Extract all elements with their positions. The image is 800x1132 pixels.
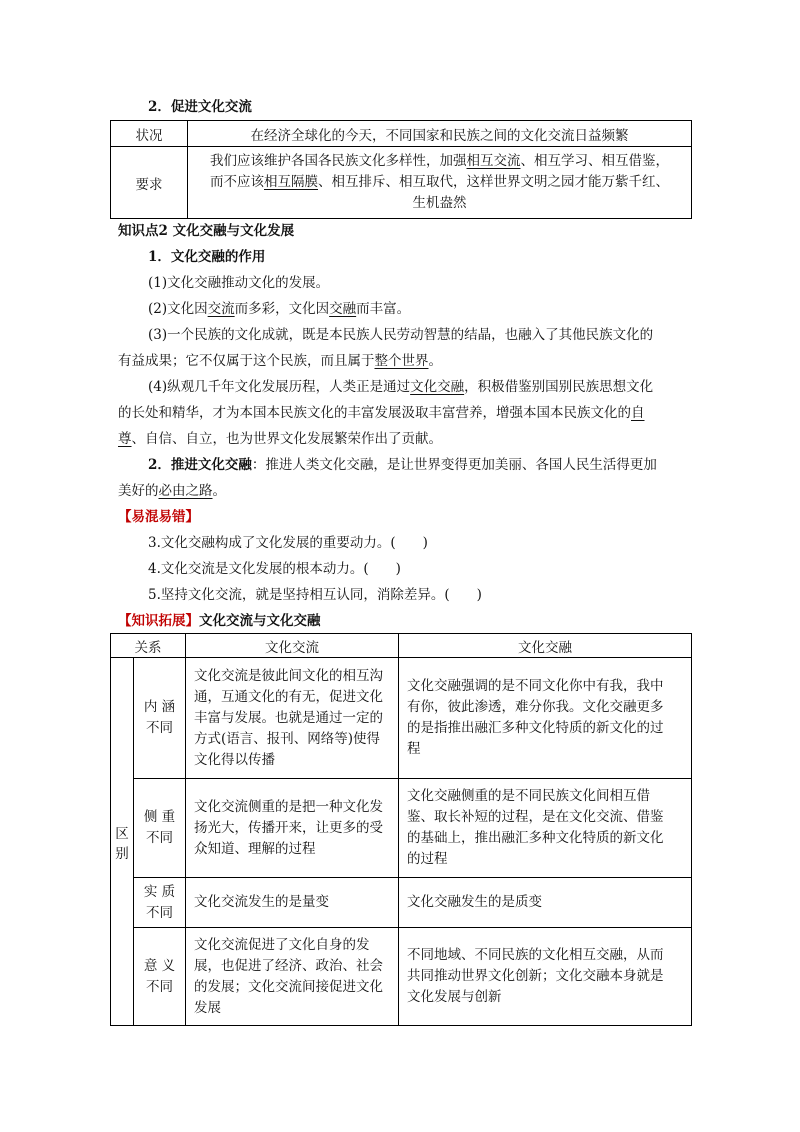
expand-heading: 【知识拓展】文化交流与文化交融: [118, 613, 321, 629]
row-label-focus: 侧 重 不同: [133, 779, 185, 878]
row-label-essence: 实 质 不同: [133, 878, 185, 928]
cell-exchange-connotation: 文化交流是彼此间文化的相互沟 通，互通文化的有无，促进文化 丰富与发展。也就是通过一定的 方式(语言、报刊、网络等)使得 文化得以传播: [186, 658, 399, 779]
section-heading: 2．促进文化交流: [148, 99, 252, 115]
row-label-connotation: 内 涵 不同: [133, 658, 185, 779]
row-label-significance: 意 义 不同: [133, 928, 185, 1026]
cell-integration-connotation: 文化交融强调的是不同文化你中有我，我中 有你，彼此渗透，难分你我。文化交融更多 的是指推出融汇多种文化特质的新文化的过 程: [399, 658, 692, 779]
confusion-item: 3.文化交融构成了文化发展的重要动力。( ): [148, 535, 428, 551]
paragraph-3-line2: 有益成果；它不仅属于这个民族，而且属于整个世界。: [118, 353, 442, 369]
cell-integration-focus: 文化交融侧重的是不同民族文化间相互借 鉴、取长补短的过程，是在文化交流、借鉴 的基础上，推出融汇多种文化特质的新文化 的过程: [399, 779, 692, 878]
group-label-difference: 区 别: [111, 658, 134, 1026]
situation-table: [110, 120, 692, 219]
cell-exchange-essence: 文化交流发生的是量变: [186, 878, 399, 928]
confusion-tag: 【易混易错】: [118, 509, 199, 525]
table-label-status: 状况: [111, 121, 188, 147]
paragraph-5-line1: 2．推进文化交融：推进人类文化交融，是让世界变得更加美丽、各国人民生活得更加: [148, 457, 657, 473]
paragraph-4-line1: (4)纵观几千年文化发展历程，人类正是通过文化交融，积极借鉴别国别民族思想文化: [148, 379, 654, 395]
paragraph-4-line2: 的长处和精华，才为本国本民族文化的丰富发展汲取丰富营养，增强本国本民族文化的自: [118, 405, 645, 421]
subheading-role: 1．文化交融的作用: [148, 249, 266, 265]
confusion-item: 5.坚持文化交流，就是坚持相互认同，消除差异。( ): [148, 587, 482, 603]
paragraph-1: (1)文化交融推动文化的发展。: [148, 275, 330, 291]
paragraph-3-line1: (3)一个民族的文化成就，既是本民族人民劳动智慧的结晶，也融入了其他民族文化的: [148, 327, 654, 343]
cell-exchange-significance: 文化交流促进了文化自身的发 展，也促进了经济、政治、社会 的发展；文化交流间接促进文化 发展: [186, 928, 399, 1026]
confusion-item: 4.文化交流是文化发展的根本动力。( ): [148, 561, 401, 577]
header-exchange: 文化交流: [186, 634, 399, 658]
cell-integration-essence: 文化交融发生的是质变: [399, 878, 692, 928]
table-text-status: 在经济全球化的今天，不同国家和民族之间的文化交流日益频繁: [188, 121, 692, 147]
table-text-requirement: 我们应该维护各国各民族文化多样性，加强相互交流、相互学习、相互借鉴， 而不应该相互隔膜、相互排斥、相互取代，这样世界文明之园才能万紫千红、 生机盎然: [188, 147, 692, 219]
knowledge-point-title: 知识点2 文化交融与文化发展: [118, 223, 295, 239]
comparison-table: [110, 633, 692, 1026]
cell-exchange-focus: 文化交流侧重的是把一种文化发 扬光大，传播开来，让更多的受 众知道、理解的过程: [186, 779, 399, 878]
header-integration: 文化交融: [399, 634, 692, 658]
paragraph-4-line3: 尊、自信、自立，也为世界文化发展繁荣作出了贡献。: [118, 431, 442, 447]
table-label-requirement: 要求: [111, 147, 188, 219]
cell-integration-significance: 不同地域、不同民族的文化相互交融，从而 共同推动世界文化创新；文化交融本身就是 文化发展与创新: [399, 928, 692, 1026]
paragraph-2: (2)文化因交流而多彩，文化因交融而丰富。: [148, 301, 411, 317]
paragraph-5-line2: 美好的必由之路。: [118, 483, 226, 499]
header-relation: 关系: [111, 634, 186, 658]
